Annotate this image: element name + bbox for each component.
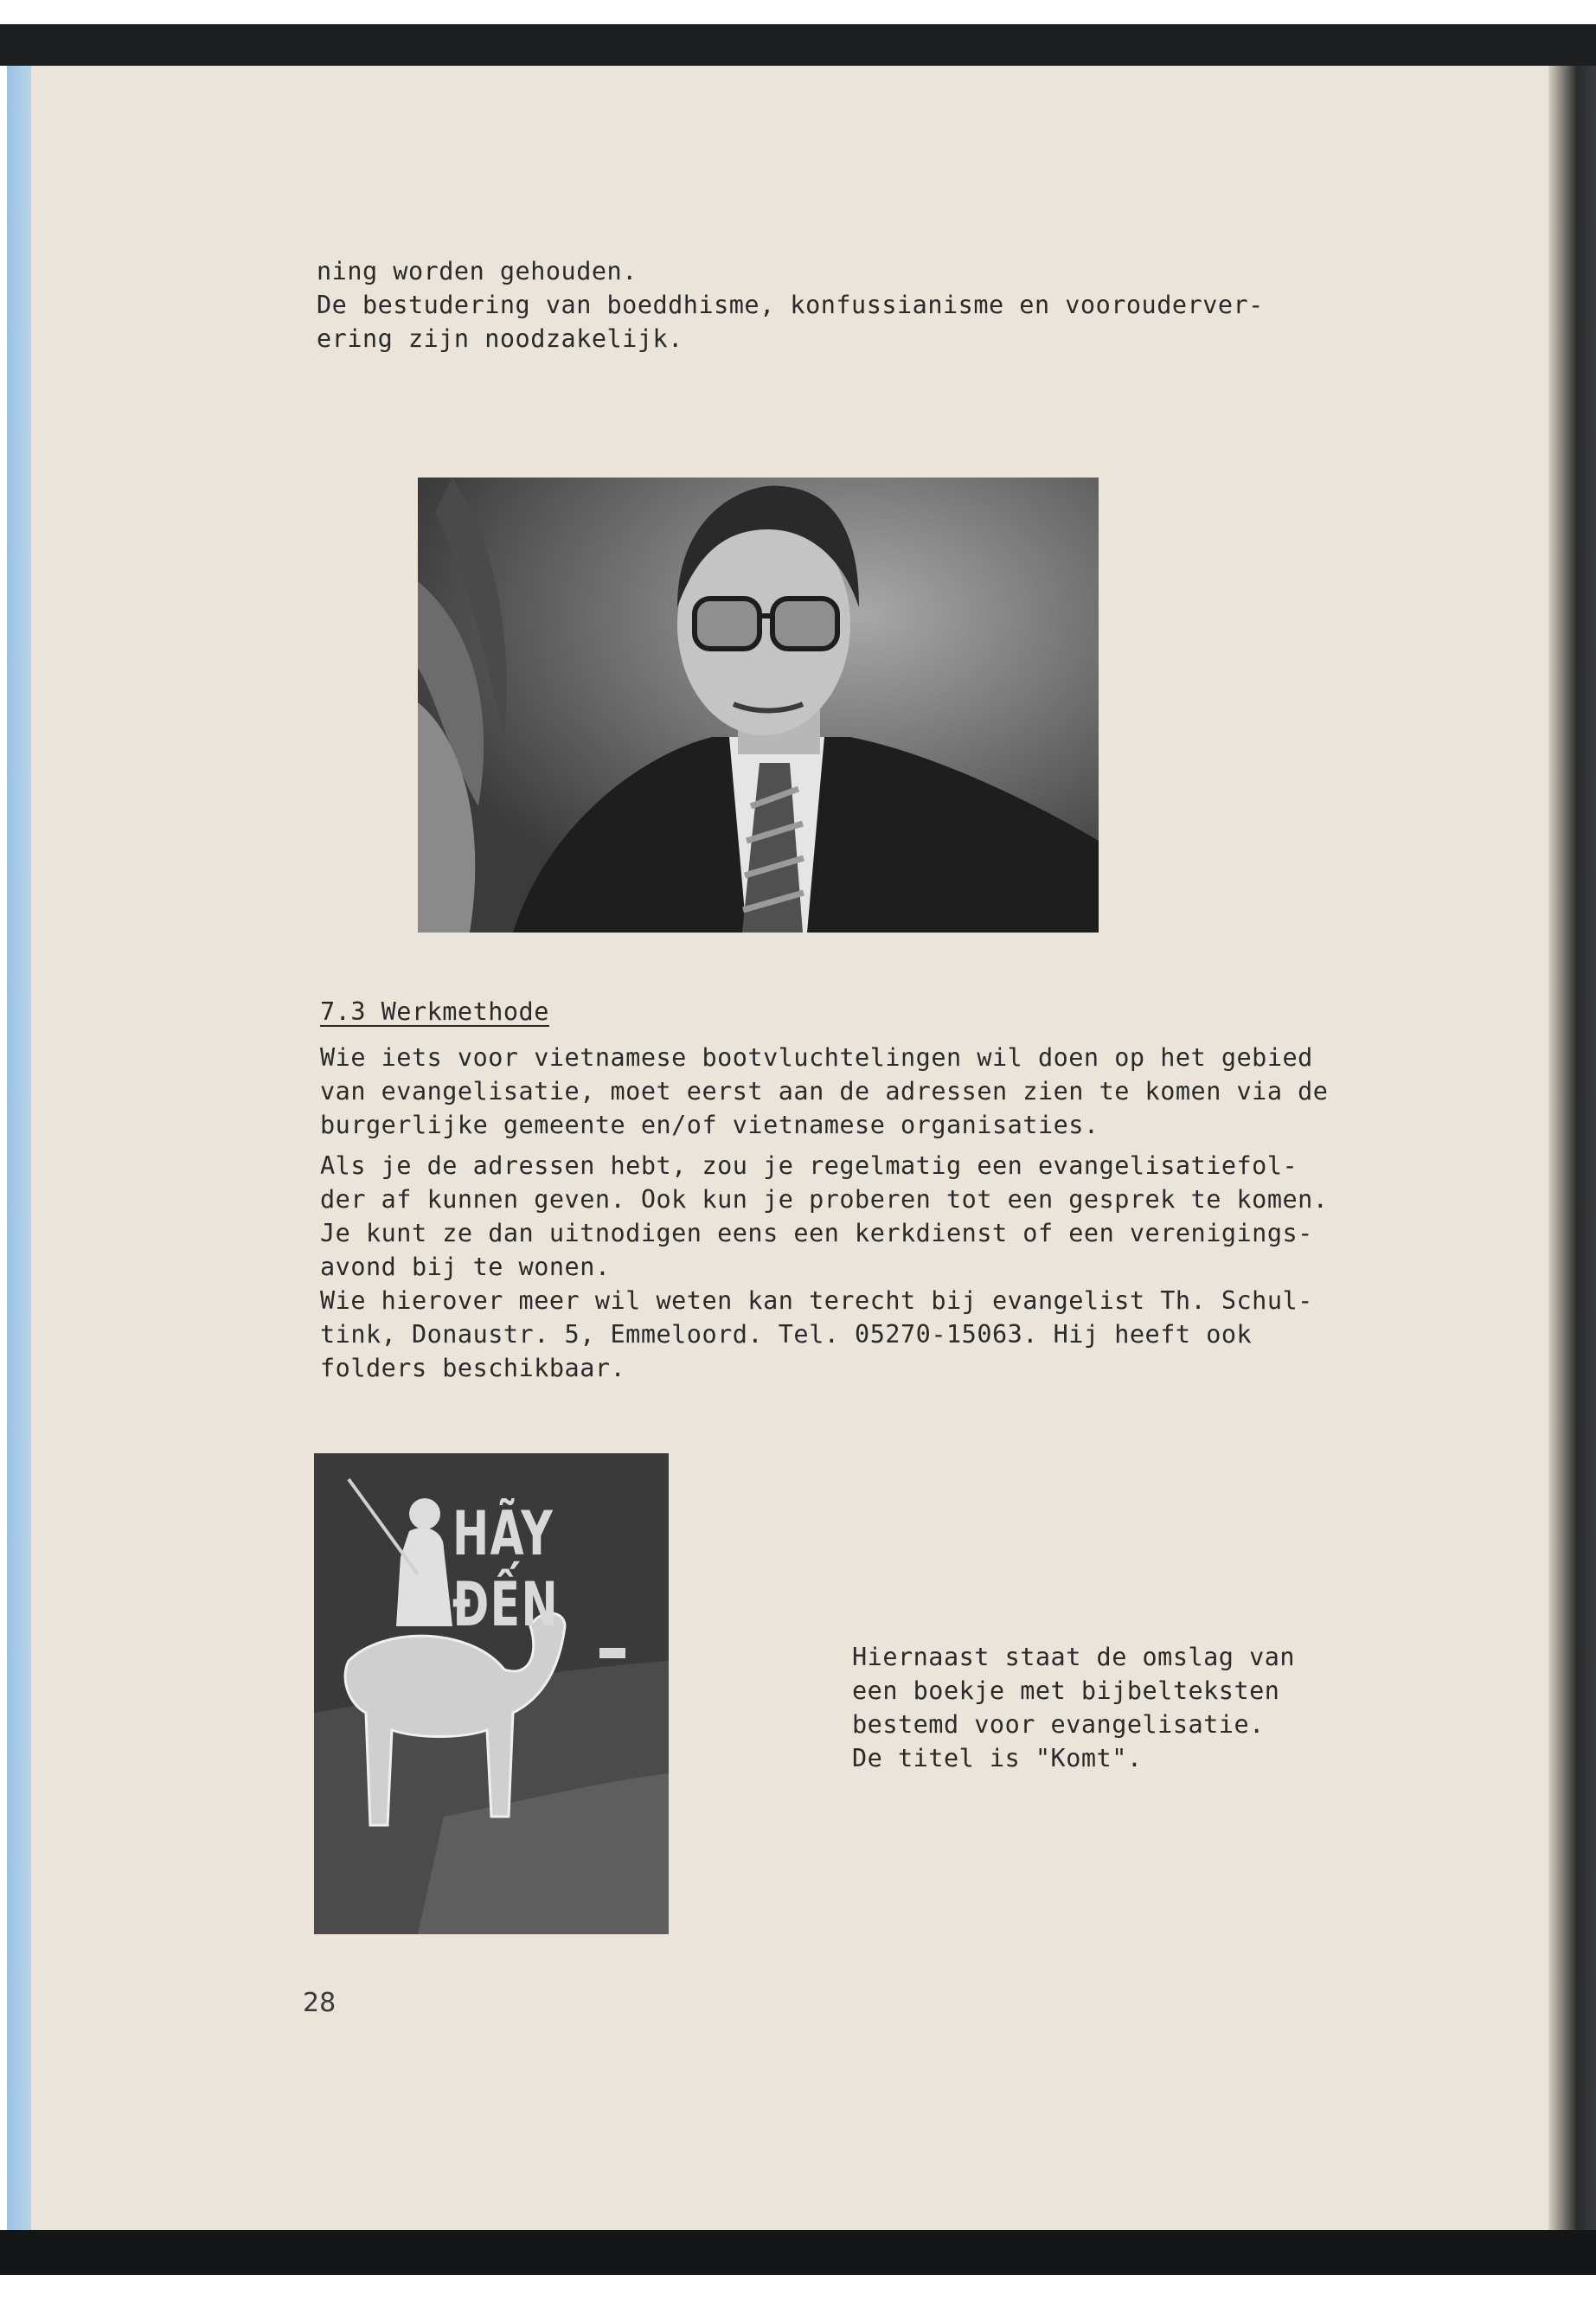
page bbox=[31, 66, 1548, 2230]
portrait-illustration bbox=[418, 478, 1099, 933]
body-line-5: der af kunnen geven. Ook kun je proberen tot een gesprek te komen. bbox=[320, 1185, 1329, 1214]
body-line-9: tink, Donaustr. 5, Emmeloord. Tel. 05270-15063. Hij heeft ook bbox=[320, 1320, 1253, 1349]
body-line-6: Je kunt ze dan uitnodigen eens een kerkdienst of een verenigings- bbox=[320, 1219, 1313, 1247]
top-paragraph-line-1: ning worden gehouden. bbox=[317, 257, 638, 285]
scan-bottom-border bbox=[0, 2230, 1596, 2275]
scan-right-edge bbox=[1548, 66, 1596, 2230]
book-spine bbox=[7, 66, 31, 2230]
booklet-cover-image bbox=[314, 1453, 669, 1934]
top-paragraph-line-3: ering zijn noodzakelijk. bbox=[317, 324, 683, 353]
body-line-1: Wie iets voor vietnamese bootvluchtelingen wil doen op het gebied bbox=[320, 1043, 1313, 1072]
body-line-2: van evangelisatie, moet eerst aan de adressen zien te komen via de bbox=[320, 1077, 1329, 1106]
body-line-10: folders beschikbaar. bbox=[320, 1354, 626, 1382]
page-number: 28 bbox=[303, 1988, 337, 2018]
body-line-3: burgerlijke gemeente en/of vietnamese organisaties. bbox=[320, 1111, 1099, 1139]
portrait-photo bbox=[418, 478, 1099, 933]
booklet-title: HÃY ĐẾN bbox=[452, 1498, 560, 1640]
body-line-8: Wie hierover meer wil weten kan terecht bij evangelist Th. Schul- bbox=[320, 1286, 1313, 1315]
scan-top-border bbox=[0, 24, 1596, 66]
top-paragraph-line-2: De bestudering van boeddhisme, konfussianisme en voorouderver- bbox=[317, 291, 1264, 319]
caption-line-1: Hiernaast staat de omslag van bbox=[852, 1643, 1296, 1671]
section-heading: 7.3 Werkmethode bbox=[320, 997, 549, 1026]
caption-line-4: De titel is "Komt". bbox=[852, 1744, 1143, 1772]
body-line-4: Als je de adressen hebt, zou je regelmatig een evangelisatiefol- bbox=[320, 1151, 1298, 1180]
caption-line-3: bestemd voor evangelisatie. bbox=[852, 1710, 1265, 1739]
caption-line-2: een boekje met bijbelteksten bbox=[852, 1676, 1280, 1705]
body-line-7: avond bij te wonen. bbox=[320, 1253, 611, 1281]
